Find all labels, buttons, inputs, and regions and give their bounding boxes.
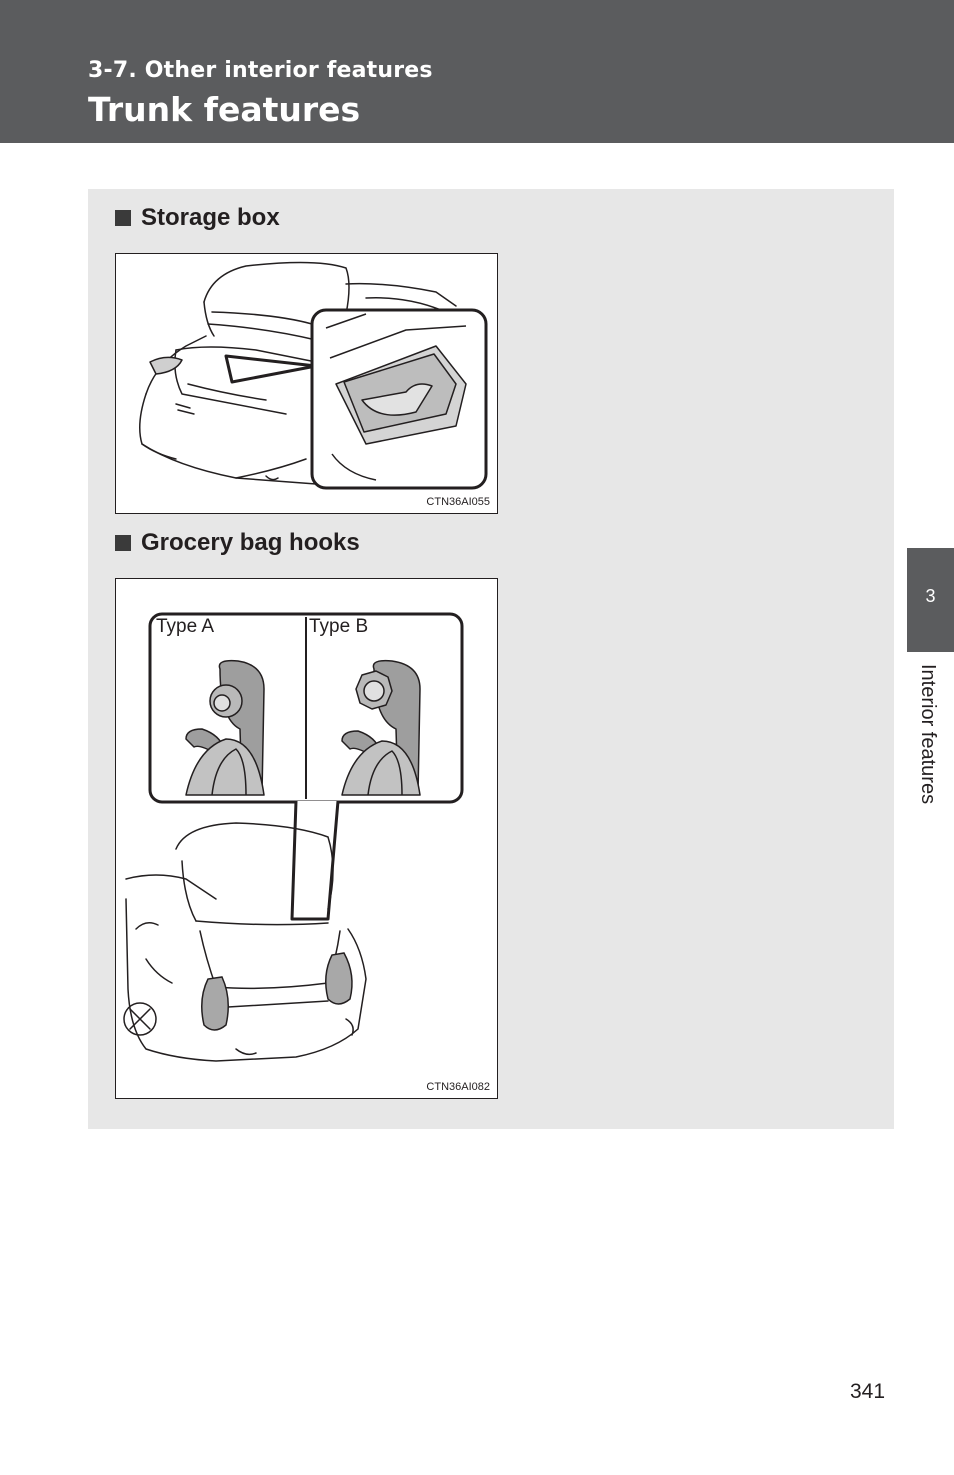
page-number: 341 [850, 1380, 886, 1403]
page-title: Trunk features [88, 90, 361, 129]
grocery-bag-hooks-heading-text: Grocery bag hooks [141, 529, 360, 556]
section-label: 3-7. Other interior features [88, 58, 433, 83]
square-bullet-icon [115, 535, 131, 551]
storage-box-heading [115, 204, 280, 232]
chapter-number: 3 [925, 586, 936, 606]
chapter-title: Interior features [917, 664, 939, 805]
type-b-label: Type B [309, 616, 369, 637]
car-trunk-storage-illustration [116, 254, 497, 513]
grocery-bag-hooks-figure [115, 578, 498, 1099]
car-trunk-hooks-illustration [116, 579, 497, 1098]
storage-box-figure [115, 253, 498, 514]
type-a-label: Type A [156, 616, 215, 637]
figure-code: CTN36AI082 [426, 1081, 490, 1093]
page-header [0, 0, 954, 143]
grocery-bag-hooks-heading [115, 529, 360, 557]
square-bullet-icon [115, 210, 131, 226]
figure-code: CTN36AI055 [426, 496, 490, 508]
storage-box-heading-text: Storage box [141, 204, 280, 231]
